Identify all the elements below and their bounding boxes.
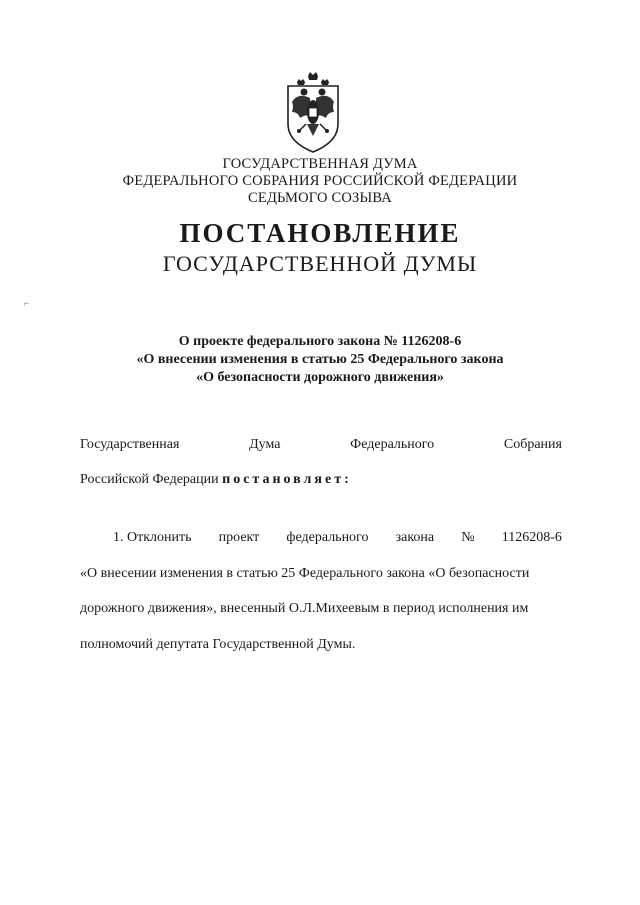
item-word: закона — [395, 530, 435, 545]
item-word: федерального — [286, 530, 369, 545]
item-word: № — [461, 530, 475, 545]
preamble-line-1 — [80, 437, 562, 453]
subject-line-1: О проекте федерального закона № 1126208-6 — [178, 334, 462, 349]
authority-line-1: ГОСУДАРСТВЕННАЯ ДУМА — [222, 156, 418, 172]
issuing-authority-header — [0, 156, 640, 207]
authority-line-2: ФЕДЕРАЛЬНОГО СОБРАНИЯ РОССИЙСКОЙ ФЕДЕРАЦИИ — [122, 173, 518, 189]
resolution-subject — [0, 333, 640, 387]
preamble-word: Государственная — [80, 437, 180, 452]
document-title: ПОСТАНОВЛЕНИЕ — [179, 218, 461, 248]
preamble-word: Собрания — [503, 437, 562, 452]
item-1-line-2: «О внесении изменения в статью 25 Федерального закона «О безопасности — [80, 566, 530, 581]
item-word: проект — [218, 530, 260, 545]
preamble-word: Дума — [249, 437, 281, 452]
item-1-line-4: полномочий депутата Государственной Думы. — [80, 637, 356, 652]
coat-of-arms-icon — [280, 72, 346, 154]
item-1-line-1 — [113, 530, 562, 546]
item-1-line-3: дорожного движения», внесенный О.Л.Михеевым в период исполнения им — [80, 601, 529, 616]
item-word: 1. Отклонить — [113, 530, 192, 545]
preamble-word: Федерального — [350, 437, 435, 452]
document-subtitle: ГОСУДАРСТВЕННОЙ ДУМЫ — [162, 251, 478, 276]
item-word: 1126208-6 — [501, 530, 562, 545]
preamble-verb: постановляет: — [222, 472, 352, 487]
authority-line-3: СЕДЬМОГО СОЗЫВА — [248, 190, 392, 206]
preamble-line-2 — [80, 472, 562, 488]
preamble-text: Российской Федерации — [80, 472, 219, 487]
subject-line-3: «О безопасности дорожного движения» — [196, 370, 444, 385]
margin-mark: ⌐ — [24, 298, 30, 308]
subject-line-2: «О внесении изменения в статью 25 Федерального закона — [136, 352, 504, 367]
